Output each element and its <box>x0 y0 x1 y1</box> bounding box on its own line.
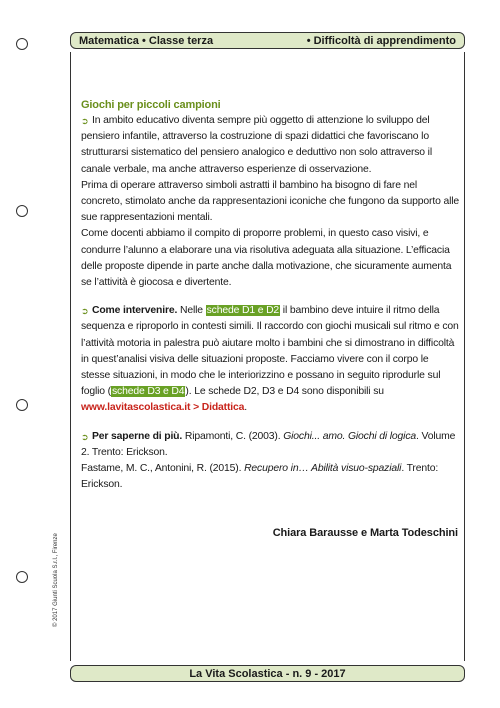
reference-2-title: Recupero in… Abilità visuo-spaziali <box>244 463 402 475</box>
website-link[interactable]: www.lavitascolastica.it > Didattica <box>81 402 245 414</box>
section-title: Giochi per piccoli campioni <box>81 99 221 111</box>
arrow-bullet-icon: ➲ <box>81 306 89 317</box>
header-topic: • Difficoltà di apprendimento <box>306 34 456 47</box>
copyright-notice: © 2017 Giunti Scuola S.r.l., Firenze <box>53 533 59 627</box>
footer-bar <box>70 665 465 682</box>
reference-2: Fastame, M. C., Antonini, R. (2015). Recupero in… Abilità visuo-spaziali. Trento: Erickson. <box>81 463 439 491</box>
intervene-paragraph: ➲ Come intervenire. Nelle schede D1 e D2 il bambino deve intuire il ritmo della sequenza e riproporlo in contesti simili. Il raccordo con giochi musicali sul ritmo e con l’attività motoria in palestra può aiutare molto i bambini che si dimostrano in difficoltà in quest’analisi visiva delle situazioni proposte. Facciamo vivere con il corpo le stesse situazioni, in modo che le interiorizzino e possano in seguito riprodurle sul foglio (schede D3 e D4). Le schede D2, D3 e D4 sono disponibili su www.lavitascolastica.it > Didattica. <box>81 305 459 414</box>
footer-publication: La Vita Scolastica - n. 9 - 2017 <box>189 667 346 680</box>
highlight-schede-d3-d4: schede D3 e D4 <box>112 386 185 398</box>
header-bar <box>70 32 465 49</box>
references-label: Per saperne di più. <box>92 430 183 442</box>
author-signature: Chiara Barausse e Marta Todeschini <box>272 527 458 539</box>
binder-hole-1 <box>16 38 28 50</box>
references-paragraph: ➲ Per saperne di più. Ripamonti, C. (2003). Giochi... amo. Giochi di logica. Volume 2. Trento: Erickson. <box>81 430 456 458</box>
intro-paragraph-2: Prima di operare attraverso simboli astratti il bambino ha bisogno di fare nel concreto, stimolato anche da rappresentazioni iconiche che fungono da supporto alle sue rappresentazioni mentali. <box>81 179 460 224</box>
arrow-bullet-icon: ➲ <box>81 431 89 442</box>
binder-hole-4 <box>16 571 28 583</box>
binder-hole-3 <box>16 399 28 411</box>
article-body <box>81 97 460 493</box>
binder-hole-2 <box>16 205 28 217</box>
reference-1-title: Giochi... amo. Giochi di logica <box>283 430 417 442</box>
intro-paragraph-1: ➲ In ambito educativo diventa sempre più oggetto di attenzione lo sviluppo del pensiero infantile, attraverso la costruzione di spazi didattici che favoriscano lo strutturarsi sistematico del pensiero analogico e deduttivo non solo attraverso il canale verbale, ma anche attraverso esperienze di osservazione. <box>81 115 432 175</box>
intervene-label: Come intervenire. <box>92 305 178 317</box>
arrow-bullet-icon: ➲ <box>81 116 89 126</box>
intro-paragraph-3: Come docenti abbiamo il compito di proporre problemi, in questo caso visivi, e condurre l’alunno a elaborare una via risolutiva adeguata alla situazione. L’efficacia delle proposte dipende in parte anche dalla motivazione, che sicuramente aumenta se l’attività è giocosa e divertente. <box>81 228 452 289</box>
highlight-schede-d1-d2: schede D1 e D2 <box>206 305 280 317</box>
header-subject: Matematica • Classe terza <box>79 34 214 47</box>
